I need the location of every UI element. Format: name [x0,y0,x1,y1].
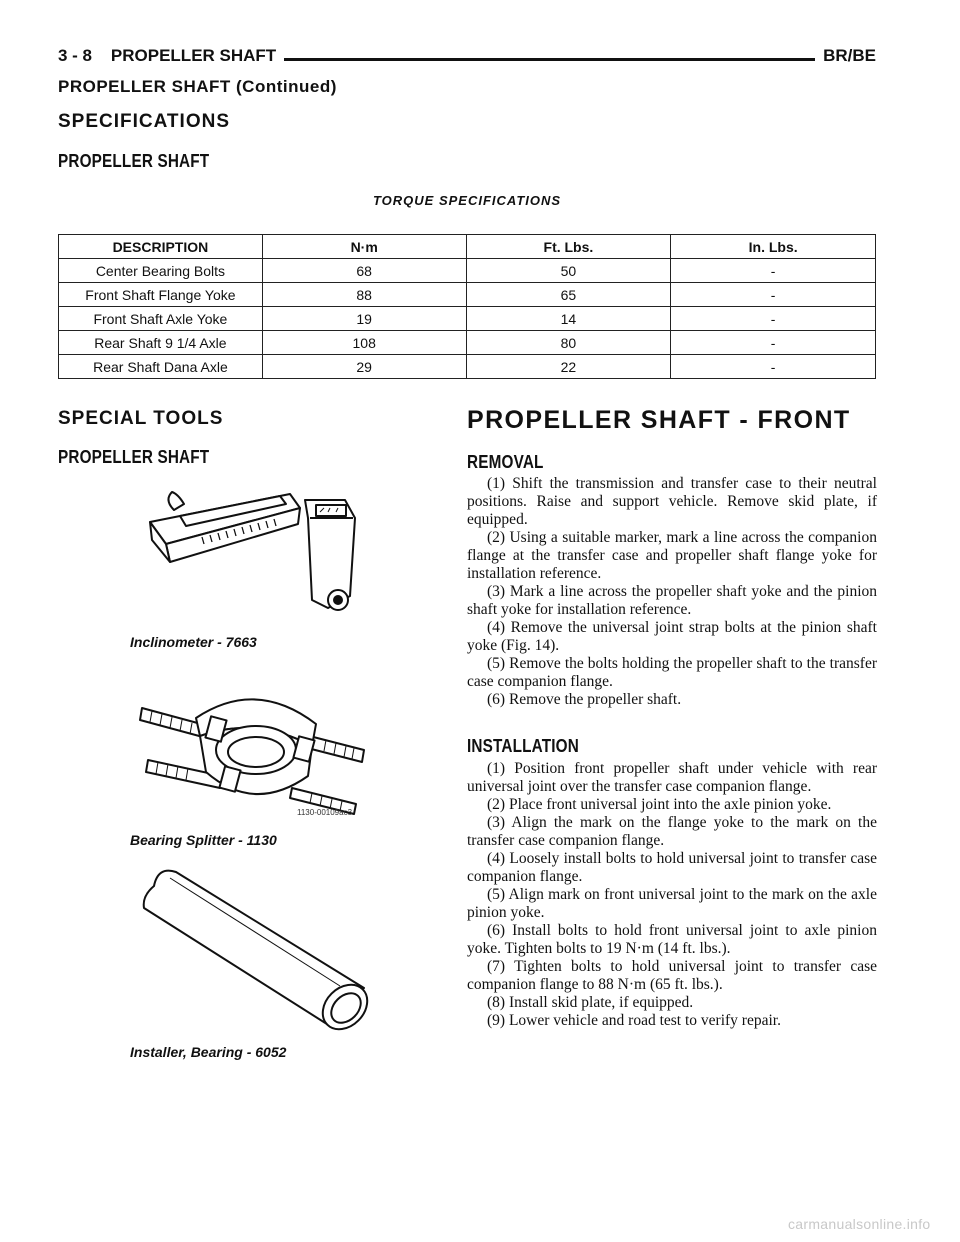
figure-code: 1130-00109ac3 [297,808,353,817]
table-cell: 50 [466,259,671,283]
removal-steps [467,475,877,709]
table-cell: Front Shaft Flange Yoke [59,283,263,307]
table-cell: - [671,259,876,283]
bearing-installer-caption: Installer, Bearing - 6052 [130,1044,287,1060]
table-cell: - [671,307,876,331]
installation-step: (9) Lower vehicle and road test to verify repair. [487,1012,781,1029]
watermark[interactable]: carmanualsonline.info [788,1216,931,1232]
table-cell: - [671,283,876,307]
removal-step: (4) Remove the universal joint strap bolts at the pinion shaft yoke (Fig. 14). [467,619,877,654]
table-cell: 19 [262,307,466,331]
table-cell: 80 [466,331,671,355]
specifications-heading: SPECIFICATIONS [58,111,230,132]
table-caption: TORQUE SPECIFICATIONS [372,193,562,208]
bearing-splitter-illustration [136,680,376,820]
column-header: Ft. Lbs. [466,235,671,259]
table-cell: 88 [262,283,466,307]
column-header: DESCRIPTION [59,235,263,259]
installation-step: (4) Loosely install bolts to hold universal joint to transfer case companion flange. [467,850,877,885]
table-cell: Rear Shaft Dana Axle [59,355,263,379]
installation-step: (2) Place front universal joint into the axle pinion yoke. [487,796,832,813]
table-cell: Rear Shaft 9 1/4 Axle [59,331,263,355]
table-row [59,307,876,331]
bearing-installer-illustration [140,862,380,1037]
header-section: 3 - 8 PROPELLER SHAFT [58,46,284,66]
table-row [59,355,876,379]
special-tools-heading: SPECIAL TOOLS [58,408,224,429]
bearing-splitter-caption: Bearing Splitter - 1130 [130,832,277,848]
table-row [59,259,876,283]
page-header [58,44,876,72]
table-cell: 65 [466,283,671,307]
table-cell: - [671,355,876,379]
installation-steps [467,760,877,1030]
table-cell: Center Bearing Bolts [59,259,263,283]
removal-step: (2) Using a suitable marker, mark a line across the companion flange at the transfer case and propeller shaft flange yoke for installation reference. [467,529,877,582]
installation-heading: INSTALLATION [467,736,579,756]
table-cell: 22 [466,355,671,379]
front-shaft-heading: PROPELLER SHAFT - FRONT [467,406,851,434]
special-tools-subheading: PROPELLER SHAFT [58,447,210,467]
removal-step: (6) Remove the propeller shaft. [487,691,682,708]
table-cell: 68 [262,259,466,283]
header-model: BR/BE [815,46,876,66]
installation-step: (7) Tighten bolts to hold universal joint to transfer case companion flange to 88 N·m (65 ft. lbs.). [467,958,877,993]
table-cell: 29 [262,355,466,379]
inclinometer-illustration [140,478,380,628]
removal-step: (5) Remove the bolts holding the propeller shaft to the transfer case companion flange. [467,655,877,690]
installation-step: (8) Install skid plate, if equipped. [487,994,694,1011]
table-cell: - [671,331,876,355]
column-header: In. Lbs. [671,235,876,259]
installation-step: (6) Install bolts to hold front universal joint to axle pinion yoke. Tighten bolts to 19 N·m (14 ft. lbs.). [467,922,877,957]
specifications-subheading: PROPELLER SHAFT [58,151,210,171]
removal-step: (1) Shift the transmission and transfer case to their neutral positions. Raise and support vehicle. Remove skid plate, if equipped. [467,475,877,528]
inclinometer-caption: Inclinometer - 7663 [130,634,257,650]
installation-step: (5) Align mark on front universal joint to the mark on the axle pinion yoke. [467,886,877,921]
table-cell: Front Shaft Axle Yoke [59,307,263,331]
installation-step: (1) Position front propeller shaft under vehicle with rear universal joint over the transfer case companion flange. [467,760,877,795]
torque-table [58,234,876,379]
installation-step: (3) Align the mark on the flange yoke to the mark on the transfer case companion flange. [467,814,877,849]
table-row [59,283,876,307]
table-cell: 108 [262,331,466,355]
removal-heading: REMOVAL [467,452,544,472]
table-header-row [59,235,876,259]
table-cell: 14 [466,307,671,331]
column-header: N·m [262,235,466,259]
table-row [59,331,876,355]
removal-step: (3) Mark a line across the propeller shaft yoke and the pinion shaft yoke for installation reference. [467,583,877,618]
continued-title: PROPELLER SHAFT (Continued) [58,77,337,96]
